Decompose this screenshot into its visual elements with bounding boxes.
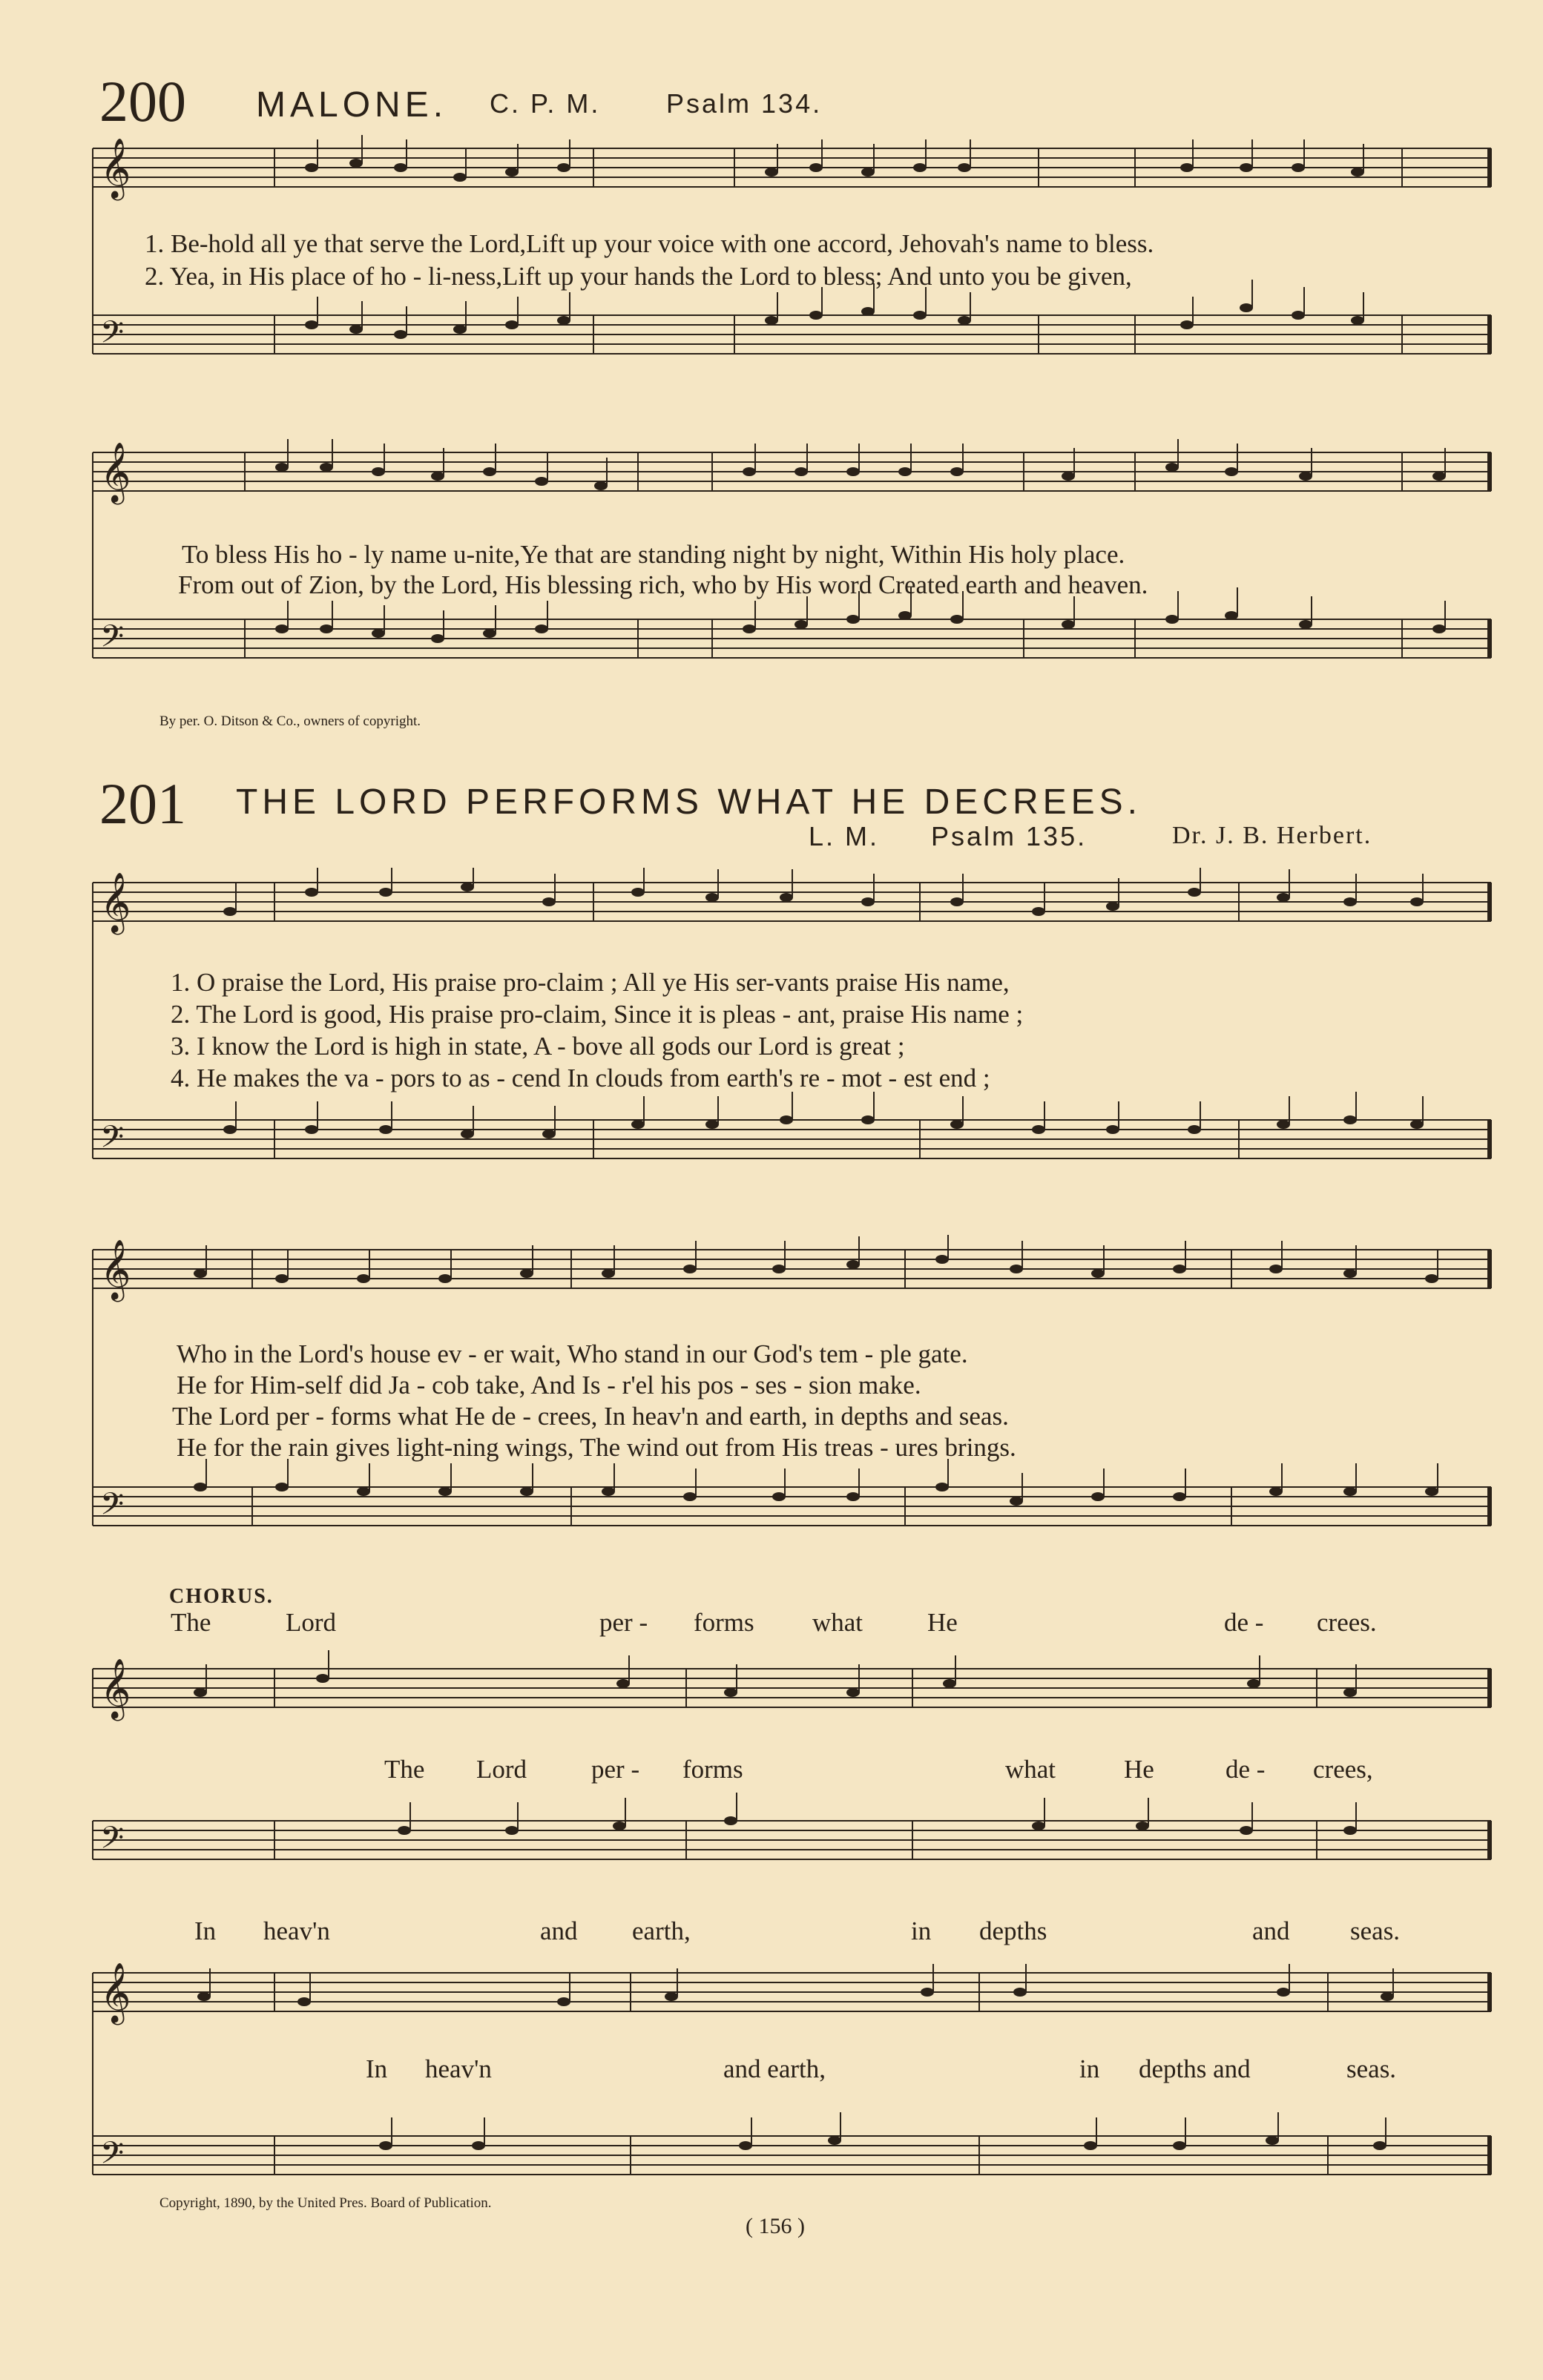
chorus-word: de - [1225,1755,1266,1784]
svg-text:𝄢: 𝄢 [100,1486,125,1529]
svg-text:𝄢: 𝄢 [100,619,125,662]
chorus-word: Lord [476,1755,527,1784]
chorus-word: in [1079,2054,1100,2083]
hymn-201-title: THE LORD PERFORMS WHAT HE DECREES. [236,782,1142,822]
hymn-201-verse-b-2: He for Him-self did Ja - cob take, And Is - r'el his pos - ses - sion make. [177,1371,921,1400]
chorus-word: in [911,1916,932,1945]
hymn-200-psalm: Psalm 134. [666,88,823,119]
chorus-word: and [540,1916,578,1945]
hymn-201-verse-a-3: 3. I know the Lord is high in state, A - bove all gods our Lord is great ; [171,1032,905,1061]
svg-text:𝄞: 𝄞 [100,441,131,502]
chorus-word: what [1005,1755,1056,1784]
chorus-word: heav'n [263,1916,330,1945]
hymn-200-lyric-2-2: From out of Zion, by the Lord, His blessing rich, who by His word Created earth and heaven. [178,570,1148,599]
page-number: ( 156 ) [746,2214,805,2238]
hymn-200-lyric-1-2: 2. Yea, in His place of ho - li-ness,Lift up your hands the Lord to bless; And unto you be given, [145,262,1132,291]
chorus-word: forms [682,1755,743,1784]
hymn-201-copyright: Copyright, 1890, by the United Pres. Board of Publication. [159,2195,492,2211]
chorus-bass-lyric-2 [0,2056,1543,2086]
chorus-word: The [171,1608,211,1637]
hymn-201-number: 201 [99,771,186,836]
treble-staff [93,148,1491,187]
hymn-200-meter: C. P. M. [490,88,601,119]
hymn-201-verse-a-2: 2. The Lord is good, His praise pro-claim, Since it is pleas - ant, praise His name ; [171,1000,1024,1029]
chorus-word: Lord [286,1608,337,1637]
chorus-word: The [384,1755,425,1784]
hymn-200-lyric-2-1: To bless His ho - ly name u-nite,Ye that are standing night by night, Within His holy place. [182,540,1125,569]
chorus-word: earth, [632,1916,691,1945]
chorus-word: He [1124,1755,1154,1784]
chorus-word: and [1252,1916,1290,1945]
hymn-201-verse-b-3: The Lord per - forms what He de - crees, In heav'n and earth, in depths and seas. [172,1402,1009,1431]
hymn-200-copyright: By per. O. Ditson & Co., owners of copyright. [159,713,421,729]
chorus-word: per - [591,1755,640,1784]
svg-text:𝄢: 𝄢 [100,1119,125,1162]
chorus-word: crees, [1313,1755,1373,1784]
hymn-201-composer: Dr. J. B. Herbert. [1172,822,1372,849]
chorus-word: forms [694,1608,754,1637]
chorus-label: CHORUS. [169,1585,274,1608]
svg-text:𝄢: 𝄢 [100,1820,125,1863]
chorus-word: what [812,1608,863,1637]
chorus-word: heav'n [425,2054,492,2083]
hymn-201-verse-a-1: 1. O praise the Lord, His praise pro-claim ; All ye His ser-vants praise His name, [171,968,1010,997]
svg-text:𝄞: 𝄞 [100,871,131,932]
chorus-word: depths [979,1916,1047,1945]
hymn-200-title: MALONE. [256,85,448,125]
treble-staff [93,452,1491,491]
hymn-201-verse-b-4: He for the rain gives light-ning wings, The wind out from His treas - ures brings. [177,1433,1016,1462]
chorus-word: In [366,2054,388,2083]
chorus-word: seas. [1350,1916,1401,1945]
hymn-200-number: 200 [99,69,186,133]
bass-staff [93,315,1491,354]
hymn-201-verse-b-1: Who in the Lord's house ev - er wait, Who stand in our God's tem - ple gate. [177,1339,968,1368]
svg-text:𝄞: 𝄞 [100,1239,131,1299]
svg-text:𝄢: 𝄢 [100,2135,125,2178]
bass-staff [93,619,1491,658]
hymn-201-psalm: Psalm 135. [931,821,1088,851]
chorus-bass-lyric-1 [0,1756,1543,1786]
hymn-200-lyric-1-1: 1. Be-hold all ye that serve the Lord,Lift up your voice with one accord, Jehovah's name to bless. [145,229,1154,258]
chorus-word: and earth, [723,2054,826,2083]
hymn-201-verse-a-4: 4. He makes the va - pors to as - cend In clouds from earth's re - mot - est end ; [171,1064,990,1092]
svg-text:𝄢: 𝄢 [100,314,125,357]
svg-text:𝄞: 𝄞 [100,1658,131,1718]
chorus-word: de - [1224,1608,1264,1637]
chorus-word: seas. [1346,2054,1397,2083]
chorus-word: He [927,1608,958,1637]
chorus-word: depths and [1139,2054,1251,2083]
svg-text:𝄞: 𝄞 [100,1962,131,2023]
bass-staff [93,1821,1491,1859]
chorus-treble-lyric-1 [0,1609,1543,1639]
svg-text:𝄞: 𝄞 [100,137,131,198]
hymn-201-meter: L. M. [809,821,880,851]
treble-staff [93,1669,1491,1707]
chorus-word: crees. [1317,1608,1377,1637]
bass-staff [93,2136,1491,2175]
chorus-word: In [194,1916,217,1945]
chorus-word: per - [599,1608,648,1637]
